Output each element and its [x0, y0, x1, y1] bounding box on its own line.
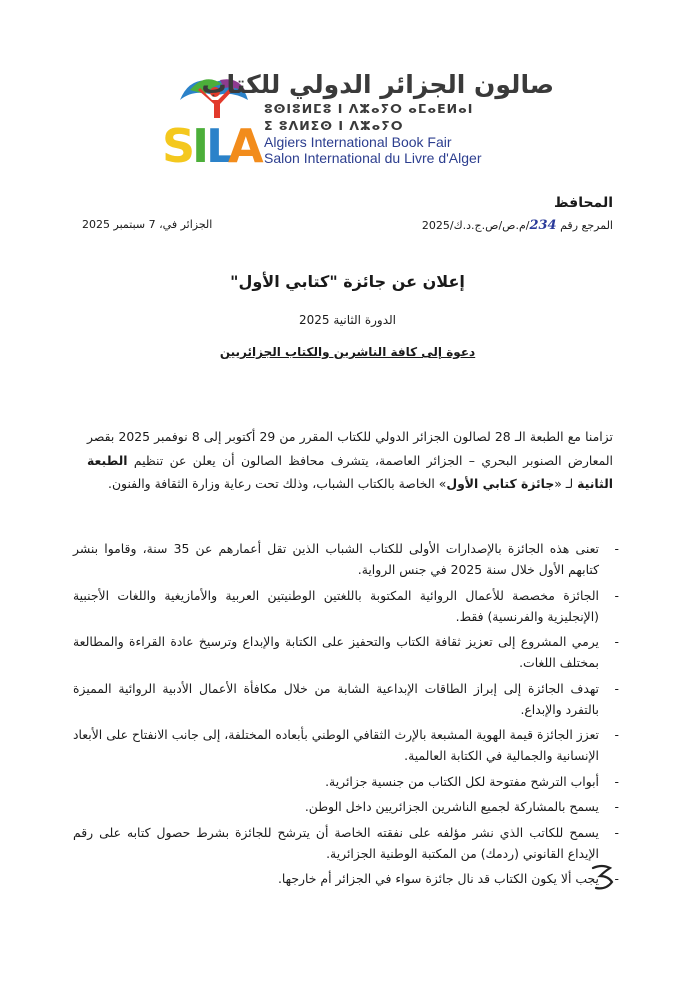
intro-part-3: » الخاصة بالكتاب الشباب، وذلك تحت رعاية وزارة الثقافة والفنون.: [108, 476, 447, 491]
conditions-list: [73, 538, 613, 894]
invitation-heading: [0, 345, 695, 359]
intro-bold-1: الطبعة الثانية: [87, 452, 613, 491]
intro-paragraph: [87, 425, 613, 496]
fair-name-english: Algiers International Book Fair: [264, 134, 452, 150]
reference-prefix: المرجع رقم: [560, 219, 613, 232]
fair-name-french: Salon International du Livre d'Alger: [264, 150, 482, 166]
intro-bold-2: جائزة كتابي الأول: [446, 476, 555, 491]
list-item: - تهدف الجائزة إلى إبراز الطاقات الإبداعية الشابة من خلال مكافأة الأعمال الأدبية الروائية المميزة بالتفرد والإبداع.: [73, 678, 613, 720]
announcement-title: إعلان عن جائزة "كتابي الأول": [230, 272, 465, 291]
list-item: - تعزز الجائزة قيمة الهوية المشبعة بالإرث الثقافي الوطني بأبعاده المختلفة، إلى جانب الانفتاح على الأبعاد الإنسانية والجمالية في الكتابة العالمية.: [73, 724, 613, 766]
logo-text: [201, 70, 554, 166]
invitation-text: دعوة إلى كافة الناشرين والكتاب الجزائريين: [219, 345, 476, 359]
svg-text:L: L: [206, 119, 236, 173]
svg-text:I: I: [192, 119, 210, 173]
issuer-title: المحافظ: [554, 195, 613, 211]
reference-suffix: /م.ص/ص.ج.د.ك/2025: [421, 219, 530, 232]
fair-name-tifinagh-2: ⵉ ⵓⴷⵍⵉⵙ ⵏ ⴷⵣⴰⵢⵔ: [264, 118, 404, 133]
list-item: - يرمي المشروع إلى تعزيز ثقافة الكتاب والتحفيز على الكتابة والإبداع وترسيخ عادة القراءة والمطالعة بمختلف اللغات.: [73, 631, 613, 673]
list-item: - الجائزة مخصصة للأعمال الروائية المكتوبة باللغتين الوطنيتين العربية والأمازيغية واللغات الأجنبية (الإنجليزية والفرنسية) فقط.: [73, 585, 613, 627]
fair-name-arabic: صالون الجزائر الدولي للكتاب: [201, 70, 554, 99]
list-item: - تعنى هذه الجائزة بالإصدارات الأولى للكتاب الشباب الذين تقل أعمارهم عن 35 سنة، وقاموا بنشر كتابهم الأول خلال سنة 2025 في جنس الرواية.: [73, 538, 613, 580]
edition-label: الدورة الثانية 2025: [298, 313, 396, 327]
list-item: - أبواب الترشح مفتوحة لكل الكتاب من جنسية جزائرية.: [73, 771, 613, 792]
header-logo-block: [160, 70, 554, 173]
intro-part-1: تزامنا مع الطبعة الـ 28 لصالون الجزائر الدولي للكتاب المقرر من 29 أكتوبر إلى 8 نوفمبر 2025 بقصر المعارض الصنوبر البحري – الجزائر العاصمة، يتشرف محافظ الصالون أن يعلن عن تنظيم: [87, 429, 613, 468]
list-item: - يسمح للكاتب الذي نشر مؤلفه على نفقته الخاصة أن يترشح للجائزة بشرط حصول كتابه على رقم الإيداع القانوني (ردمك) من المكتبة الوطنية الجزائرية.: [73, 822, 613, 864]
list-item: - يسمح بالمشاركة لجميع الناشرين الجزائريين داخل الوطن.: [73, 796, 613, 817]
svg-text:S: S: [162, 119, 196, 173]
list-item: - يجب ألا يكون الكتاب قد نال جائزة سواء في الجزائر أم خارجها.: [73, 868, 613, 889]
svg-text:A: A: [228, 119, 264, 173]
reference-handwritten-number: 234: [529, 218, 557, 233]
handwritten-check-mark-icon: [590, 862, 616, 892]
reference-number: [422, 218, 613, 233]
place-and-date: الجزائر في، 7 سبتمبر 2025: [82, 218, 213, 231]
intro-part-2: لـ «: [554, 476, 574, 491]
fair-name-tifinagh-1: ⵓⵙⵏⵓⵍⵎⵓ ⵏ ⴷⵣⴰⵢⵔ ⴰⵎⴰⴹⵍⴰⵏ: [264, 101, 474, 116]
